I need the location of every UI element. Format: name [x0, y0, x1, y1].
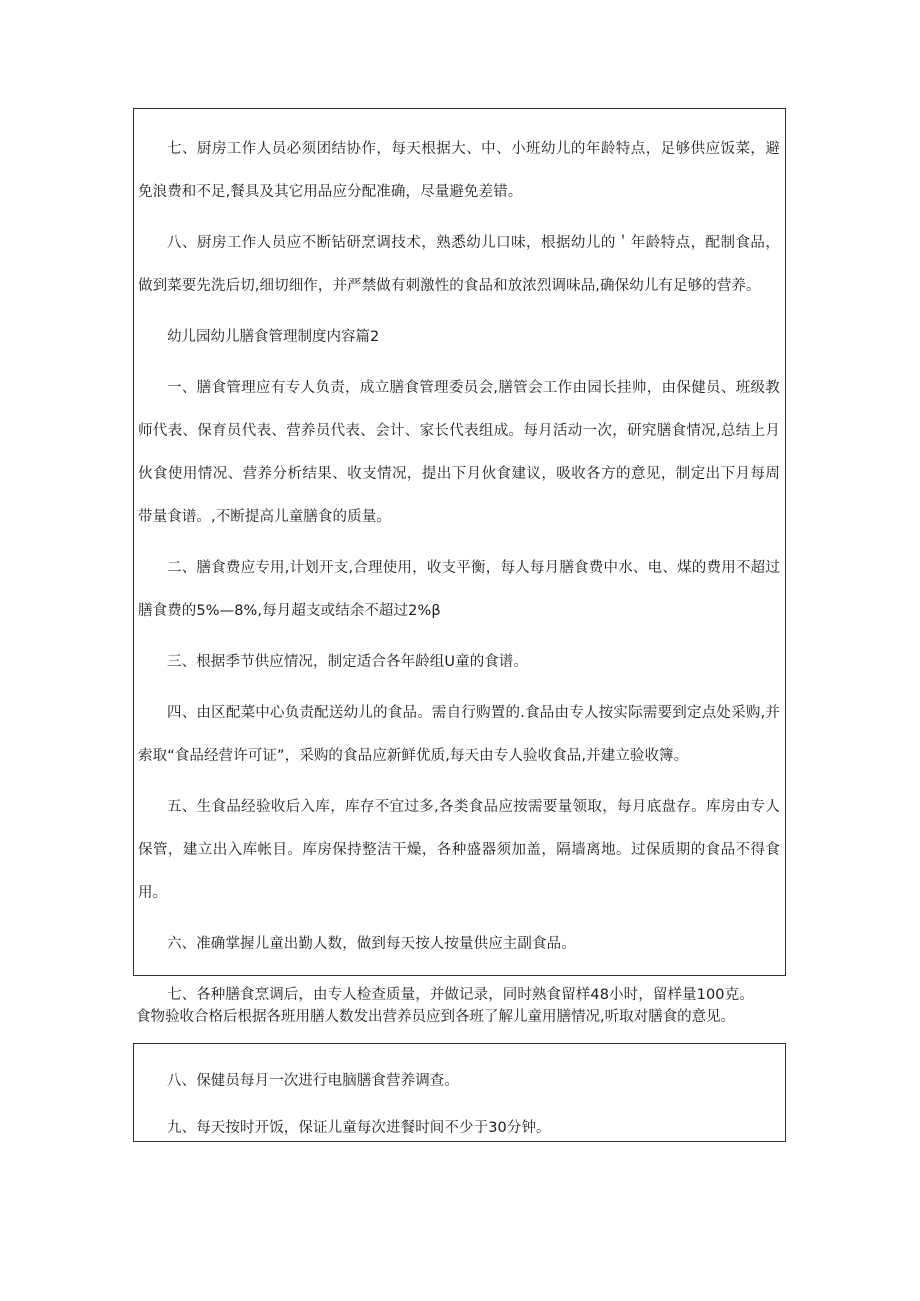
- paragraph-kitchen-cooking-skills: 八、厨房工作人员应不断钻研烹调技术，熟悉幼儿口味，根据幼儿的＇年龄特点，配制食品，做到菜要先洗后切,细切细作，并严禁做有刺激性的食品和放浓烈调味品,确保幼儿有足够的营养。: [138, 235, 780, 294]
- list-item: 一、膳食管理应有专人负责，成立膳食管理委员会,膳管会工作由园长挂帅，由保健员、班级教师代表、保育员代表、营养员代表、会计、家长代表组成。每月活动一次，研究膳食情况,总结上月伙食使用情况、营养分析结果、收支情况，提出下月伙食建议，吸收各方的意见，制定出下月每周带量食谱。,不断提高儿童膳食的质量。: [138, 380, 780, 525]
- list-item: 二、膳食费应专用,计划开支,合理使用，收支平衡，每人每月膳食费中水、电、煤的费用不超过膳食费的5%—8%,每月超支或结余不超过2%β: [138, 560, 780, 619]
- paragraph-kitchen-cooperation: 七、厨房工作人员必须团结协作，每天根据大、中、小班幼儿的年龄特点，足够供应饭菜，避免浪费和不足,餐具及其它用品应分配准确，尽量避免差错。: [138, 141, 780, 200]
- section-title: 幼儿园幼儿膳食管理制度内容篇2: [167, 329, 380, 345]
- content-box-main: [133, 108, 786, 1003]
- list-item: 九、每天按时开饭，保证儿童每次进餐时间不少于30分钟。: [167, 1120, 551, 1136]
- list-item: 四、由区配菜中心负责配送幼儿的食品。需自行购置的.食品由专人按实际需要到定点处采购,并索取“食品经营许可证”，采购的食品应新鲜优质,每天由专人验收食品,并建立验收簿。: [138, 705, 780, 764]
- between-text: 食物验收合格后根据各班用膳人数发出营养员应到各班了解儿童用膳情况,听取对膳食的意见。: [136, 1009, 736, 1025]
- content-box-secondary: [133, 1043, 786, 1142]
- list-item: 三、根据季节供应情况，制定适合各年龄组U童的食谱。: [167, 654, 529, 670]
- list-item: 五、生食品经验收后入库，库存不宜过多,各类食品应按需要量领取，每月底盘存。库房由专人保管，建立出入库帐目。库房保持整洁干燥，各种盛器须加盖，隔墙离地。过保质期的食品不得食用。: [138, 799, 780, 901]
- list-item: 七、各种膳食烹调后，由专人检查质量，并做记录，同时熟食留样48小时，留样量100克。: [167, 987, 754, 1003]
- list-item: 六、准确掌握儿童出勤人数，做到每天按人按量供应主副食品。: [167, 936, 576, 952]
- list-item: 八、保健员每月一次进行电脑膳食营养调查。: [167, 1073, 459, 1089]
